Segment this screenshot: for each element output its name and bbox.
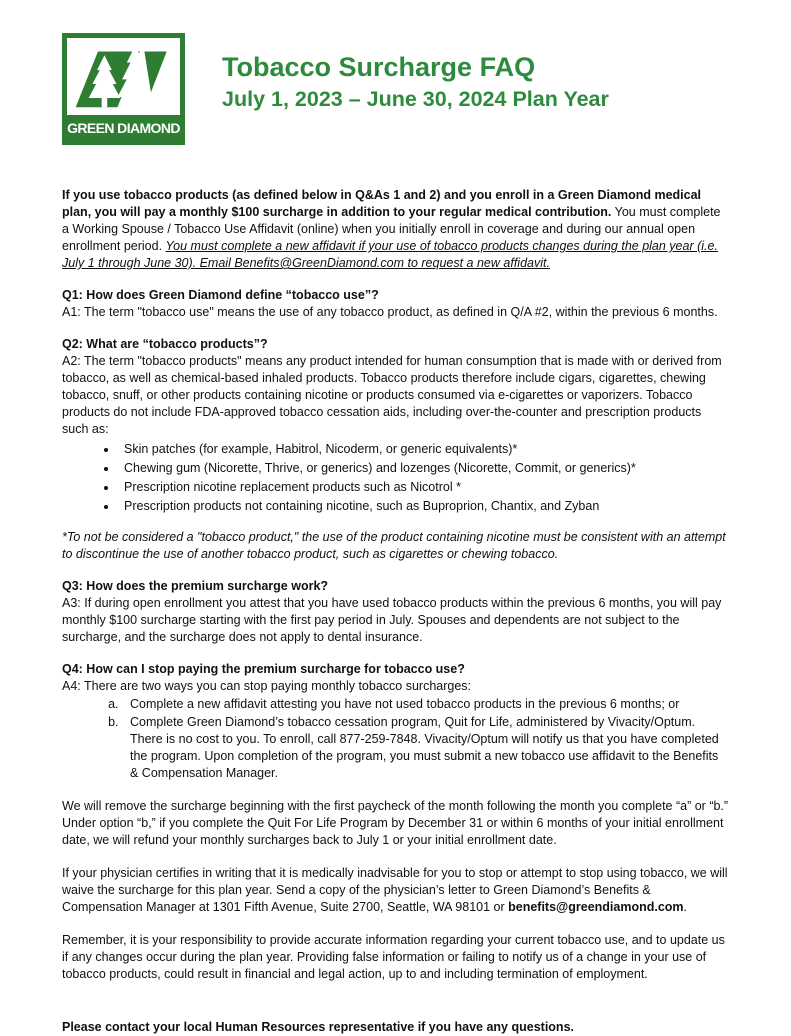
- answer-4: A4: There are two ways you can stop paying monthly tobacco surcharges:: [62, 679, 472, 693]
- intro-italic-underlined-text: You must complete a new affidavit if your use of tobacco products changes during the plan year (i.e. July 1 through June 30). Email Benefits@GreenDiamond.com to request a new affidavit.: [62, 239, 718, 270]
- header-titles: [222, 33, 609, 112]
- intro-bold-text: If you use tobacco products (as defined below in Q&As 1 and 2) and you enroll in a Green Diamond medical plan, you will pay a monthly $100 surcharge in addition to your regular medical contribution.: [62, 188, 702, 219]
- question-2: Q2: What are “tobacco products”?: [62, 337, 268, 351]
- qa2-section: [62, 336, 730, 563]
- physician-waiver-paragraph: [62, 865, 730, 916]
- sentence-period: .: [683, 900, 688, 914]
- pine-trees-diamond-icon: [67, 38, 180, 115]
- plan-year-subtitle: July 1, 2023 – June 30, 2024 Plan Year: [222, 86, 609, 111]
- answer-1: A1: The term "tobacco use" means the use of any tobacco product, as defined in Q/A #2, within the previous 6 months.: [62, 305, 718, 319]
- closing-contact-line: Please contact your local Human Resources representative if you have any questions.: [62, 1020, 574, 1034]
- intro-paragraph: [62, 187, 730, 272]
- qa4-section: [62, 661, 730, 782]
- intro-regular-text: You must complete a Working Spouse / Tobacco Use Affidavit (online) when you initially enroll in coverage and during our annual open enrollment period.: [62, 205, 721, 253]
- surcharge-removal-paragraph: We will remove the surcharge beginning with the first paycheck of the month following the month you complete “a” or “b.” Under option “b,” if you complete the Quit For Life Program by December 31 or within 6 months of your initial enrollment date, we will refund your monthly surcharges back to July 1 or your initial enrollment date.: [62, 799, 729, 847]
- qa1-section: [62, 287, 730, 321]
- physician-waiver-text: If your physician certifies in writing that it is medically inadvisable for you to stop or attempt to stop using tobacco, we will waive the surcharge for this plan year. Send a copy of the physician’s letter to Green Diamond’s Benefits & Compensation Manager at 1301 Fifth Avenue, Suite 2700, Seattle, WA 98101 or: [62, 866, 728, 914]
- document-header: [62, 33, 730, 145]
- page-title: Tobacco Surcharge FAQ: [222, 52, 536, 82]
- stop-surcharge-options-list: [62, 696, 730, 782]
- logo-brand-name: GREEN DIAMOND: [67, 115, 180, 140]
- list-item: • Chewing gum (Nicorette, Thrive, or generics) and lozenges (Nicorette, Commit, or generics)*: [118, 460, 730, 477]
- question-4: Q4: How can I stop paying the premium surcharge for tobacco use?: [62, 662, 465, 676]
- list-item: a. Complete a new affidavit attesting you have not used tobacco products in the previous 6 months; or: [122, 696, 730, 713]
- answer-3: A3: If during open enrollment you attest that you have used tobacco products within the previous 6 months, you will pay monthly $100 surcharge starting with the first pay period in July. Spouses and dependents are not subject to the surcharge, and the surcharge does not apply to dental insurance.: [62, 596, 722, 644]
- asterisk-footnote: *To not be considered a "tobacco product," the use of the product containing nicotine must be consistent with an attempt to discontinue the use of another tobacco product, such as cigarettes or chewing tobacco.: [62, 530, 726, 561]
- list-item: b. Complete Green Diamond’s tobacco cessation program, Quit for Life, administered by Vivacity/Optum. There is no cost to you. To enroll, call 877-259-7848. Vivacity/Optum will notify us that you have completed the program. Upon completion of the program, you must submit a new tobacco use affidavit to the Benefits & Compensation Manager.: [122, 714, 730, 782]
- document-body: [62, 187, 730, 1036]
- question-3: Q3: How does the premium surcharge work?: [62, 579, 329, 593]
- tobacco-cessation-aids-list: [62, 441, 730, 515]
- list-item: • Prescription nicotine replacement products such as Nicotrol *: [118, 479, 730, 496]
- question-1: Q1: How does Green Diamond define “tobacco use”?: [62, 288, 379, 302]
- benefits-email-text: benefits@greendiamond.com: [508, 900, 684, 914]
- list-item: • Prescription products not containing nicotine, such as Buproprion, Chantix, and Zyban: [118, 498, 730, 515]
- green-diamond-logo: [62, 33, 185, 145]
- responsibility-paragraph: Remember, it is your responsibility to provide accurate information regarding your current tobacco use, and to update us if any changes occur during the plan year. Providing false information or failing to notify us of a change in your use of tobacco products, could result in financial and legal action, up to and including termination of employment.: [62, 933, 725, 981]
- qa3-section: [62, 578, 730, 646]
- answer-2: A2: The term "tobacco products" means any product intended for human consumption that is made with or derived from tobacco, as well as chemical-based inhaled products. Tobacco products therefore include cigars, cigarettes, chewing tobacco, snuff, or other products containing nicotine or products consumed via e-cigarettes or vaporizers. Tobacco products do not include FDA-approved tobacco cessation aids, including over-the-counter and prescription products such as:: [62, 354, 722, 436]
- list-item: • Skin patches (for example, Habitrol, Nicoderm, or generic equivalents)*: [118, 441, 730, 458]
